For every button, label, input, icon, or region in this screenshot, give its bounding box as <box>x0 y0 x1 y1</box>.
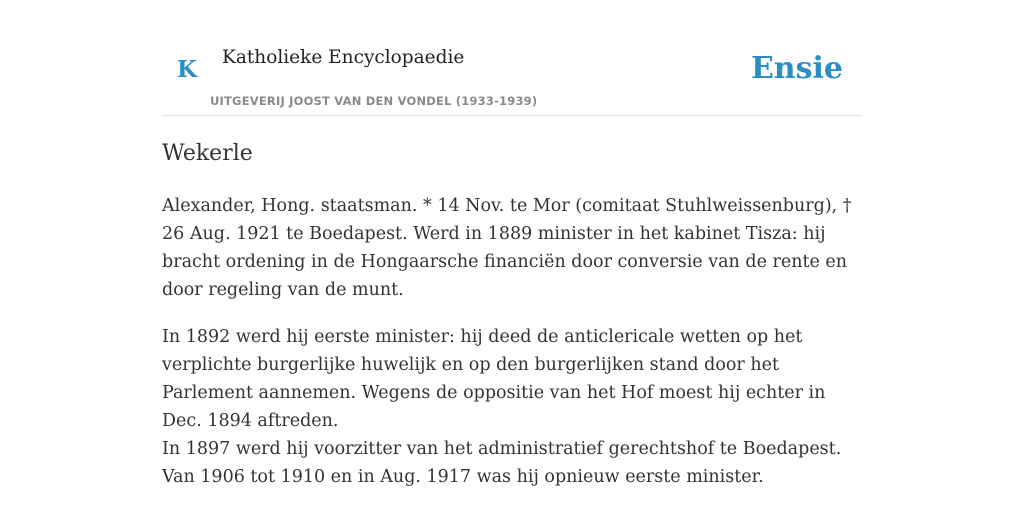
entry-title: Wekerle <box>162 141 253 166</box>
ensie-logo-link[interactable]: Ensie <box>750 51 843 86</box>
entry-paragraph-3: In 1897 werd hij voorzitter van het administratief gerechtshof te Boedapest. Van 1906 tot 1910 en in Aug. 1917 was hij opnieuw eerste minister. <box>162 439 842 487</box>
logo-k-icon[interactable]: K <box>177 56 197 83</box>
content-container <box>162 0 862 487</box>
publisher-label: UITGEVERIJ JOOST VAN DEN VONDEL (1933-1939) <box>210 94 538 108</box>
site-title-link[interactable]: Katholieke Encyclopaedie <box>222 47 465 68</box>
entry-paragraph-1: Alexander, Hong. staatsman. * 14 Nov. te Mor (comitaat Stuhlweissenburg), † 26 Aug. 1921 te Boedapest. Werd in 1889 minister in het kabinet Tisza: hij bracht ordening in de Hongaarsche financiën door conversie van de rente en door regeling van de munt. <box>162 196 852 300</box>
entry-paragraph-2: In 1892 werd hij eerste minister: hij deed de anticlericale wetten op het verplichte burgerlijke huwelijk en op den burgerlijken stand door het Parlement aannemen. Wegens de oppositie van het Hof moest hij echter in Dec. 1894 aftreden. <box>162 327 826 431</box>
site-header <box>162 0 862 116</box>
